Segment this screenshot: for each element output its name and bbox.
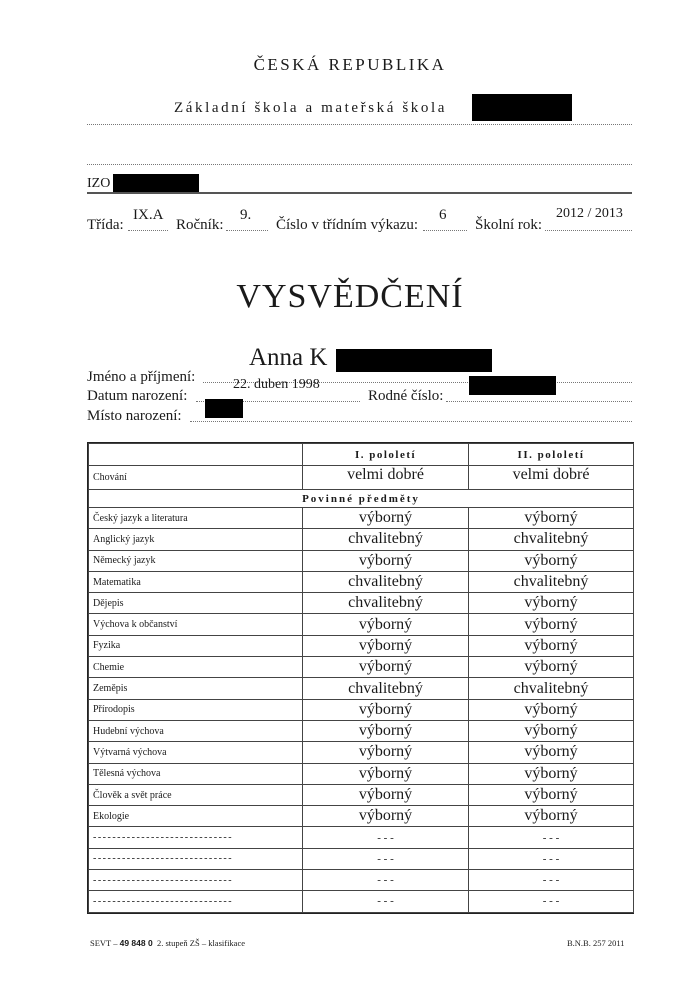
grade-semester-1: - - - <box>303 848 469 869</box>
grade-semester-2: výborný <box>469 806 634 827</box>
grade-semester-2: výborný <box>469 763 634 784</box>
grade-semester-1: výborný <box>303 614 469 635</box>
grade-semester-2: výborný <box>469 550 634 571</box>
subject-row <box>89 720 634 741</box>
grade-semester-2: - - - <box>469 870 634 891</box>
footer-form-code <box>90 938 245 948</box>
subject-name: Výchova k občanství <box>89 614 303 635</box>
header-empty <box>89 444 303 466</box>
subject-name: - - - - - - - - - - - - - - - - - - - - - - - - - - - - - <box>89 848 303 869</box>
rocnik-line <box>226 230 268 231</box>
grade-semester-2: chvalitebný <box>469 678 634 699</box>
birth-label: Datum narození: <box>87 388 188 404</box>
redacted-rodne-cislo <box>469 376 556 395</box>
behavior-row <box>89 466 634 490</box>
subject-row <box>89 657 634 678</box>
grade-semester-1: výborný <box>303 635 469 656</box>
footer-code: 49 848 0 <box>119 938 153 948</box>
school-name: Základní škola a mateřská škola <box>174 100 448 116</box>
header-semester-2: II. pololetí <box>469 444 634 466</box>
subject-name: Tělesná výchova <box>89 763 303 784</box>
grade-semester-2: výborný <box>469 635 634 656</box>
rok-label: Školní rok: <box>475 217 543 233</box>
grade-semester-1: výborný <box>303 720 469 741</box>
rok-line <box>545 230 632 231</box>
grade-semester-1: výborný <box>303 550 469 571</box>
grade-semester-1: výborný <box>303 657 469 678</box>
subject-row <box>89 550 634 571</box>
grade-semester-2: výborný <box>469 742 634 763</box>
subject-name: - - - - - - - - - - - - - - - - - - - - - - - - - - - - - <box>89 870 303 891</box>
subject-row <box>89 635 634 656</box>
subject-name: Přírodopis <box>89 699 303 720</box>
grade-semester-1: výborný <box>303 699 469 720</box>
subject-row <box>89 678 634 699</box>
cislo-value: 6 <box>439 207 447 223</box>
grade-semester-2: chvalitebný <box>469 571 634 592</box>
grade-semester-2: výborný <box>469 784 634 805</box>
subject-row <box>89 827 634 848</box>
subject-name: Výtvarná výchova <box>89 742 303 763</box>
subject-name: Matematika <box>89 571 303 592</box>
subject-row <box>89 891 634 912</box>
subject-row <box>89 571 634 592</box>
country-heading: ČESKÁ REPUBLIKA <box>253 55 447 74</box>
subject-name: Hudební výchova <box>89 720 303 741</box>
redacted-birthplace <box>205 399 243 418</box>
grade-semester-2: - - - <box>469 848 634 869</box>
place-line <box>190 421 632 422</box>
document-title: VYSVĚDČENÍ <box>236 278 464 315</box>
izo-label: IZO <box>87 176 111 191</box>
trida-label: Třída: <box>87 217 124 233</box>
rocnik-label: Ročník: <box>176 217 224 233</box>
subject-name: Dějepis <box>89 593 303 614</box>
subject-name: Zeměpis <box>89 678 303 699</box>
grade-semester-2: - - - <box>469 827 634 848</box>
place-label: Místo narození: <box>87 408 182 424</box>
grade-semester-2: chvalitebný <box>469 529 634 550</box>
behavior-grade-1: velmi dobré <box>303 466 469 490</box>
header-semester-1: I. pololetí <box>303 444 469 466</box>
subject-row <box>89 614 634 635</box>
grade-semester-1: výborný <box>303 508 469 529</box>
behavior-grade-2: velmi dobré <box>469 466 634 490</box>
footer-print-code: B.N.B. 257 2011 <box>567 938 625 948</box>
subject-name: Německý jazyk <box>89 550 303 571</box>
address-line <box>87 164 632 165</box>
redacted-izo <box>113 174 199 192</box>
grade-semester-1: výborný <box>303 742 469 763</box>
redacted-surname <box>336 349 492 372</box>
school-line <box>87 124 632 125</box>
redacted-school-name <box>472 94 572 121</box>
subject-name: Český jazyk a literatura <box>89 508 303 529</box>
birth-value: 22. duben 1998 <box>233 377 320 392</box>
subject-row <box>89 529 634 550</box>
subject-name: Ekologie <box>89 806 303 827</box>
rc-line <box>446 401 632 402</box>
trida-line <box>128 230 168 231</box>
subject-row <box>89 784 634 805</box>
subject-name: Anglický jazyk <box>89 529 303 550</box>
grade-semester-2: výborný <box>469 614 634 635</box>
footer-suffix: 2. stupeň ZŠ – klasifikace <box>152 938 246 948</box>
grades-table <box>87 442 634 914</box>
section-heading: Povinné předměty <box>89 490 634 508</box>
grade-semester-1: chvalitebný <box>303 678 469 699</box>
subject-name: Člověk a svět práce <box>89 784 303 805</box>
grade-semester-2: výborný <box>469 720 634 741</box>
grade-semester-1: chvalitebný <box>303 571 469 592</box>
subject-row <box>89 806 634 827</box>
cislo-label: Číslo v třídním výkazu: <box>276 217 419 233</box>
grade-semester-2: výborný <box>469 699 634 720</box>
grade-semester-2: výborný <box>469 508 634 529</box>
name-label: Jméno a příjmení: <box>87 369 196 385</box>
grade-semester-1: výborný <box>303 806 469 827</box>
izo-line <box>87 192 632 194</box>
grade-semester-2: výborný <box>469 657 634 678</box>
footer-prefix: SEVT – <box>90 938 120 948</box>
subject-name: Fyzika <box>89 635 303 656</box>
rc-label: Rodné číslo: <box>368 388 444 404</box>
behavior-label: Chování <box>89 466 303 490</box>
subject-row <box>89 848 634 869</box>
grade-semester-2: - - - <box>469 891 634 912</box>
grade-semester-2: výborný <box>469 593 634 614</box>
grade-semester-1: výborný <box>303 763 469 784</box>
subject-name: - - - - - - - - - - - - - - - - - - - - - - - - - - - - - <box>89 891 303 912</box>
subject-row <box>89 763 634 784</box>
grade-semester-1: výborný <box>303 784 469 805</box>
grade-semester-1: - - - <box>303 891 469 912</box>
subject-row <box>89 870 634 891</box>
subject-name: Chemie <box>89 657 303 678</box>
cislo-line <box>423 230 467 231</box>
grade-semester-1: chvalitebný <box>303 593 469 614</box>
rocnik-value: 9. <box>240 207 252 223</box>
trida-value: IX.A <box>133 207 164 223</box>
grade-semester-1: - - - <box>303 827 469 848</box>
subject-name: - - - - - - - - - - - - - - - - - - - - - - - - - - - - - <box>89 827 303 848</box>
subject-row <box>89 699 634 720</box>
subject-row <box>89 742 634 763</box>
subject-row <box>89 508 634 529</box>
subject-row <box>89 593 634 614</box>
grade-semester-1: chvalitebný <box>303 529 469 550</box>
student-name: Anna K <box>249 344 328 371</box>
rok-value: 2012 / 2013 <box>556 206 623 221</box>
grade-semester-1: - - - <box>303 870 469 891</box>
